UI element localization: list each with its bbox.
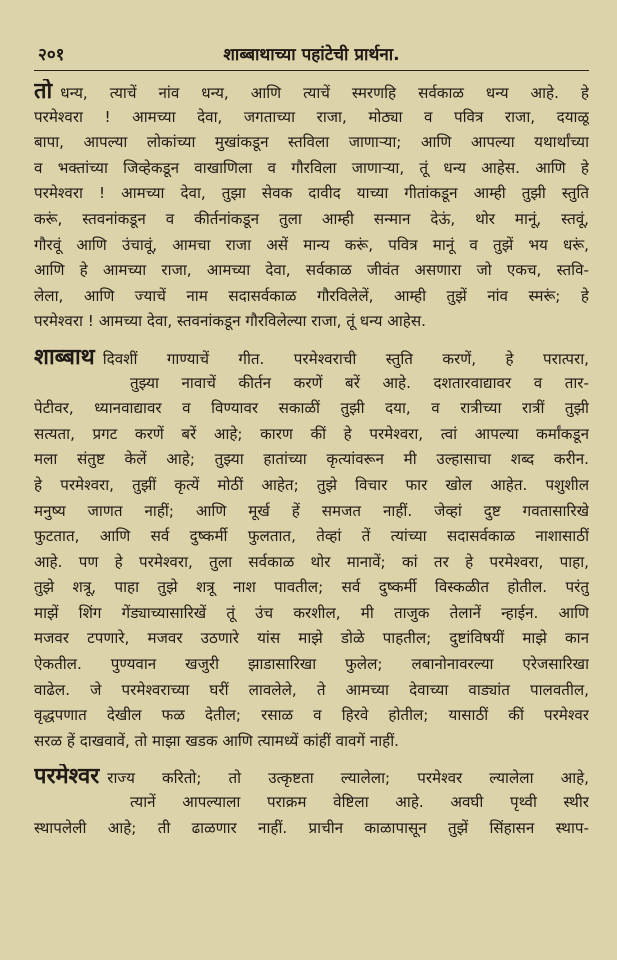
- paragraph-2: [34, 345, 589, 755]
- text-line: मनुष्य जाणत नाहीं; आणि मूर्ख हें समजत नाहीं. जेव्हां दुष्ट गवतासारिखे: [34, 501, 589, 520]
- text-line: [34, 764, 589, 790]
- text-line: लेला, आणि ज्याचें नाम सदासर्वकाळ गौरविलेलें, आम्ही तुझें नांव स्मरूं; हे: [34, 286, 589, 305]
- lead-word: परमेश्वर: [34, 764, 100, 790]
- text-line: सरळ हें दाखवावें, तो माझा खडक आणि त्यामध्यें कांहीं वावगें नाहीं.: [34, 731, 400, 750]
- text-line: आणि हे आमच्या राजा, आमच्या देवा, सर्वकाळ जीवंत असणारा जो एकच, स्तवि-: [34, 261, 589, 280]
- text-line: वृद्धपणात देखील फळ देतील; रसाळ व हिरवे होतील; यासाठीं कीं परमेश्वर: [34, 706, 589, 725]
- text-line: परमेश्वरा ! आमच्या देवा, स्तवनांकडून गौरविलेल्या राजा, तूं धन्य आहेस.: [34, 312, 426, 331]
- lead-word: तो: [34, 79, 53, 104]
- page-number: २०१: [38, 45, 65, 65]
- text-line: हे परमेश्वरा, तुझीं कृत्यें मोठीं आहेत; तुझे विचार फार खोल आहेत. पशुशील: [34, 475, 589, 494]
- text-line: फुटतात, आणि सर्व दुष्कर्मी फुलतात, तेव्हां तें त्यांच्या सदासर्वकाळ नाशासाठीं: [34, 527, 589, 546]
- text-line: त्यानें आपल्याला पराक्रम वेष्टिला आहे. अवघी पृथ्वी स्थीर: [130, 793, 589, 812]
- paragraph-1: [34, 79, 589, 335]
- text-line: सत्यता, प्रगट करणें बरें आहे; कारण कीं हे परमेश्वरा, त्वां आपल्या कर्मांकडून: [34, 424, 589, 443]
- text-line: तुझे शत्रू, पाहा तुझे शत्रू नाश पावतील; सर्व दुष्कर्मी विस्कळीत होतील. परंतु: [34, 578, 589, 597]
- text-line: मला संतुष्ट केलें आहे; तुझ्या हातांच्या कृत्यांवरून मी उल्हासाचा शब्द करीन.: [34, 450, 589, 469]
- text-line: [34, 79, 589, 105]
- text-line: स्थापलेली आहे; ती ढाळणार नाहीं. प्राचीन काळापासून तुझें सिंहासन स्थाप-: [34, 818, 589, 837]
- running-title: शाब्बाथाच्या पहांटेची प्रार्थना.: [223, 45, 400, 65]
- text-line: परमेश्वरा ! आमच्या देवा, तुझा सेवक दावीद याच्या गीतांकडून आम्ही तुझी स्तुति: [34, 184, 589, 203]
- text-line: आहे. पण हे परमेश्वरा, तुला सर्वकाळ थोर मानावें; कां तर हे परमेश्वरा, पाहा,: [34, 552, 589, 571]
- text-line: वाढेल. जे परमेश्वराच्या घरीं लावलेले, ते आमच्या देवाच्या वाड्यांत पालवतील,: [34, 680, 589, 699]
- paragraph-3: [34, 764, 589, 841]
- text-line: मजवर टपणारे, मजवर उठणारे यांस माझे डोळे पाहतील; दुष्टांविषयीं माझे कान: [34, 629, 589, 648]
- running-header: [34, 40, 589, 71]
- text-line: परमेश्वरा ! आमच्या देवा, जगताच्या राजा, मोठ्या व पवित्र राजा, दयाळू: [34, 107, 589, 126]
- text-line: माझें शिंग गेंड्याच्यासारिखें तूं उंच करशील, मी ताजुक तेलानें न्हाईन. आणि: [34, 603, 589, 622]
- text-line: व भक्तांच्या जिव्हेकडून वाखाणिला व गौरविला जाणाऱ्या, तूं धन्य आहेस. आणि हे: [34, 158, 589, 177]
- text-line: पेटीवर, ध्यानवाद्यावर व विण्यावर सकाळीं तुझी दया, व रात्रीच्या रात्रीं तुझी: [34, 399, 589, 418]
- text-line: ऐकतील. पुण्यवान खजुरी झाडासारिखा फुलेल; लबानोनावरल्या एरेजसारिखा: [34, 655, 589, 674]
- text-line: तुझ्या नावाचें कीर्तन करणें बरें आहे. दशतारवाद्यावर व तार-: [130, 373, 589, 392]
- text-line: बापा, आपल्या लोकांच्या मुखांकडून स्तविला जाणाऱ्या; आणि आपल्या यथार्थांच्या: [34, 133, 589, 152]
- lead-word: शाब्बाथ: [34, 344, 95, 370]
- line-text: दिवशीं गाण्याचें गीत. परमेश्वराची स्तुति करणें, हे परात्परा,: [102, 349, 589, 368]
- text-line: [34, 345, 589, 371]
- line-text: धन्य, त्याचें नांव धन्य, आणि त्याचें स्मरणहि सर्वकाळ धन्य आहे. हे: [60, 84, 589, 102]
- line-text: राज्य करितो; तो उत्कृष्टता ल्यालेला; परमेश्वर ल्यालेला आहे,: [107, 769, 589, 788]
- text-line: करूं, स्तवनांकडून व कीर्तनांकडून तुला आम्ही सन्मान देऊं, थोर मानूं, स्तवूं,: [34, 209, 589, 228]
- text-line: गौरवूं आणि उंचावूं, आमचा राजा असें मान्य करूं, पवित्र मानूं व तुझें भय धरूं,: [34, 235, 589, 254]
